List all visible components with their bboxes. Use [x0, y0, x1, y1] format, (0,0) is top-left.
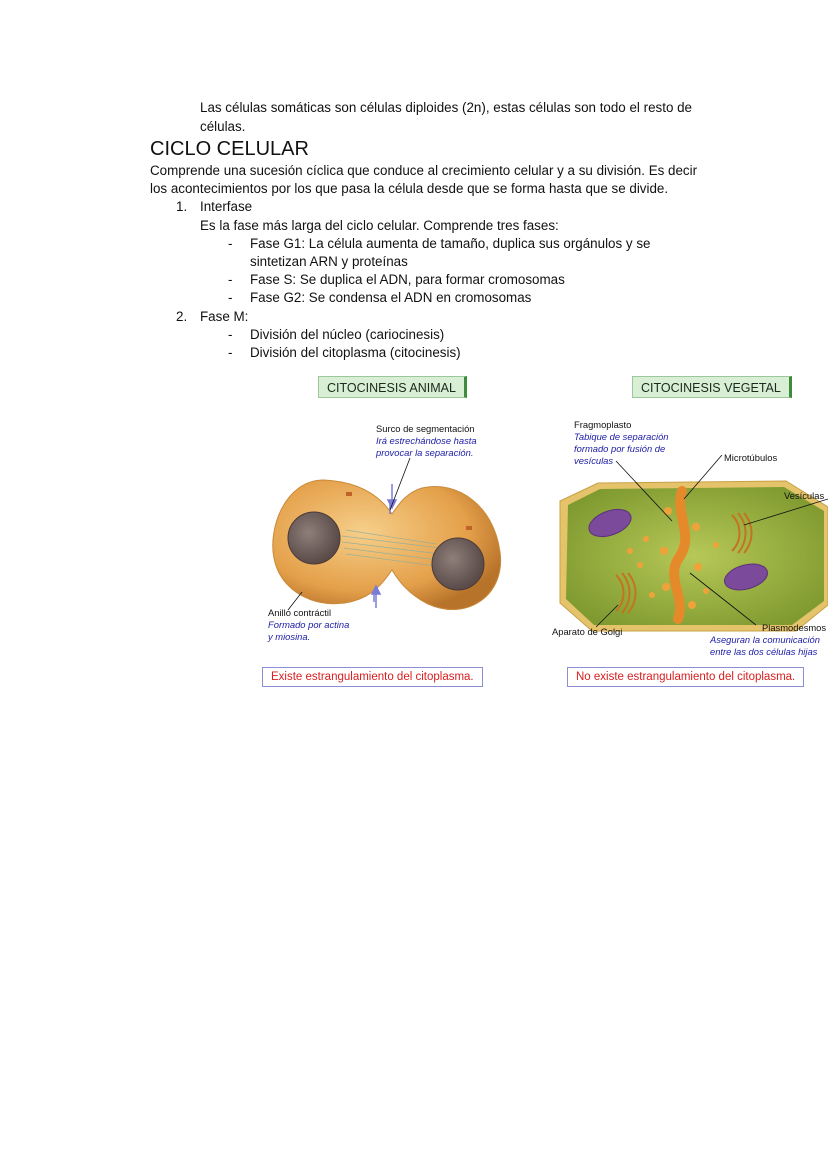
list-item-g1-line2: sintetizan ARN y proteínas — [250, 254, 408, 269]
golgi-label: Aparato de Golgi — [552, 626, 623, 637]
paragraph-line2: los acontecimientos por los que pasa la célula desde que se forma hasta que se divide. — [150, 181, 669, 196]
fragmoplasto-desc-line2: formado por fusión de — [574, 443, 666, 454]
intro-text-line1: Las células somáticas son células diploides (2n), estas células son todo el resto de — [200, 100, 693, 115]
list-item-cariocinesis: División del núcleo (cariocinesis) — [250, 327, 445, 342]
vegetal-figure-title: CITOCINESIS VEGETAL — [632, 376, 792, 398]
list-item-g1-line1: Fase G1: La célula aumenta de tamaño, duplica sus orgánulos y se — [250, 236, 651, 251]
anillo-desc-line2: y miosina. — [268, 631, 311, 642]
bullet-dash: - — [228, 236, 233, 251]
list-title-fase-m: Fase M: — [200, 309, 249, 324]
plasmodesmos-desc-line1: Aseguran la comunicación — [710, 634, 820, 645]
list-item-g2: Fase G2: Se condensa el ADN en cromosomas — [250, 290, 532, 305]
plasmodesmos-label: Plasmodesmos — [762, 622, 827, 633]
plasmodesmos-desc-line2: entre las dos células hijas — [710, 646, 818, 657]
vegetal-figure-caption: No existe estrangulamiento del citoplasma. — [567, 667, 804, 687]
paragraph-line1: Comprende una sucesión cíclica que conduce al crecimiento celular y a su división. Es decir — [150, 163, 698, 178]
list-item-s: Fase S: Se duplica el ADN, para formar cromosomas — [250, 272, 565, 287]
bullet-dash: - — [228, 272, 233, 287]
animal-figure-title: CITOCINESIS ANIMAL — [318, 376, 467, 398]
microtubulos-label: Microtúbulos — [724, 452, 778, 463]
bullet-dash: - — [228, 327, 233, 342]
vesiculas-label: Vesículas — [784, 490, 825, 501]
nucleus-left — [288, 512, 340, 564]
bullet-dash: - — [228, 290, 233, 305]
list-number-2: 2. — [176, 309, 188, 324]
anillo-label: Anillo contráctil — [268, 607, 332, 618]
surco-desc-line1: Irá estrechándose hasta — [376, 435, 477, 446]
surco-desc-line2: provocar la separación. — [376, 447, 474, 458]
fragmoplasto-label: Fragmoplasto — [574, 419, 632, 430]
animal-figure-caption: Existe estrangulamiento del citoplasma. — [262, 667, 483, 687]
list-number-1: 1. — [176, 199, 188, 214]
list-title-interfase: Interfase — [200, 199, 253, 214]
list-item-citocinesis: División del citoplasma (citocinesis) — [250, 345, 461, 360]
fragmoplasto-desc-line3: vesículas — [574, 455, 614, 466]
intro-text-line2: células. — [200, 119, 246, 134]
bullet-dash: - — [228, 345, 233, 360]
nucleus-right — [432, 538, 484, 590]
section-heading: CICLO CELULAR — [150, 138, 309, 160]
interfase-description: Es la fase más larga del ciclo celular. Comprende tres fases: — [200, 218, 559, 233]
anillo-desc-line1: Formado por actina — [268, 619, 350, 630]
fragmoplasto-desc-line1: Tabique de separación — [574, 431, 669, 442]
surco-label: Surco de segmentación — [376, 423, 475, 434]
